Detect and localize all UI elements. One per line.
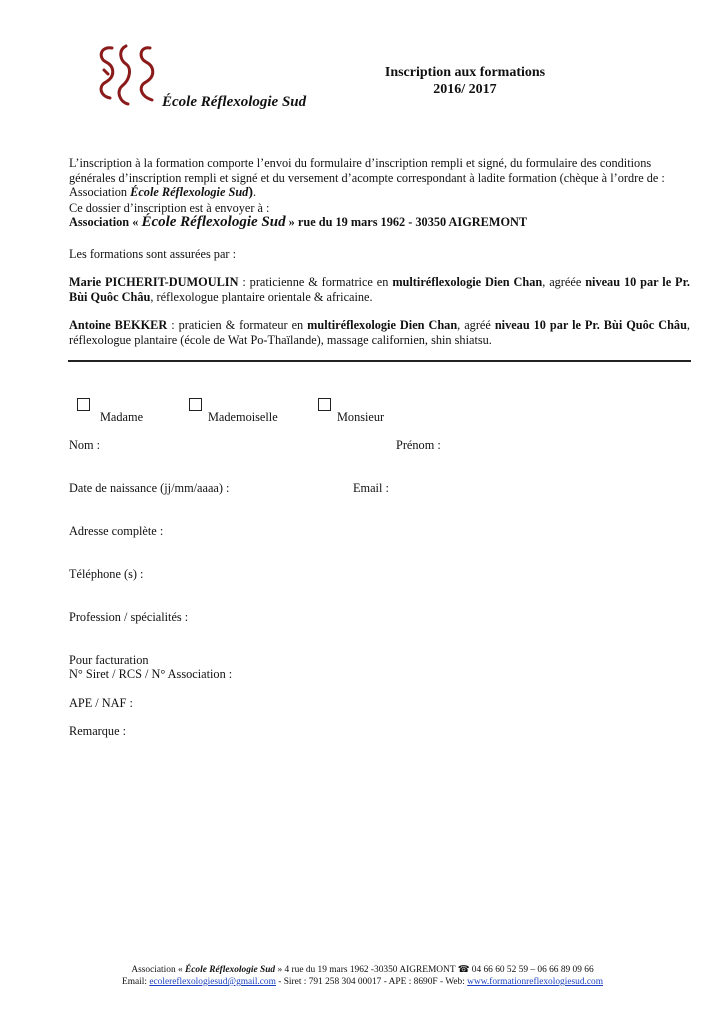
marie-text-2: , agréée: [542, 275, 586, 289]
footer-email-link[interactable]: ecolereflexologiesud@gmail.com: [149, 977, 276, 987]
footer-assoc: Association «: [131, 965, 186, 975]
trainers-intro: Les formations sont assurées par :: [69, 247, 236, 261]
antoine-name: Antoine BEKKER: [69, 318, 168, 332]
antoine-method: multiréflexologie Dien Chan: [307, 318, 458, 332]
title-line-1: Inscription aux formations: [384, 65, 546, 80]
assoc-address: » rue du 19 mars 1962 - 30350 AIGREMONT: [288, 215, 528, 229]
title-line-2: 2016/ 2017: [433, 82, 497, 97]
footer-line-2: [60, 976, 665, 988]
label-facturation: Pour facturation: [69, 653, 149, 667]
trainer-marie: [69, 275, 690, 304]
school-logo: [94, 40, 164, 110]
checkbox-mademoiselle[interactable]: [189, 398, 202, 411]
label-nom: Nom :: [69, 438, 101, 452]
antoine-text-1: : praticien & formateur en: [167, 318, 308, 332]
checkbox-monsieur[interactable]: [318, 398, 331, 411]
school-name: École Réflexologie Sud: [162, 94, 307, 110]
send-line: Ce dossier d’inscription est à envoyer à :: [69, 200, 270, 215]
label-monsieur: Monsieur: [337, 410, 385, 424]
label-siret: N° Siret / RCS / N° Association :: [69, 667, 233, 681]
footer-siret-ape: - Siret : 791 258 304 00017 - APE : 8690F - Web:: [275, 977, 468, 987]
label-profession: Profession / spécialités :: [69, 610, 189, 624]
section-divider: [68, 360, 691, 362]
intro-text: L’inscription à la formation comporte l’envoi du formulaire d’inscription rempli et signé, du formulaire des conditions générales d’inscription rempli et signé et du versement d’acompte correspondant à ladite formation (chèque à l’ordre de : Association: [69, 156, 665, 199]
label-naissance: Date de naissance (jj/mm/aaaa) :: [69, 481, 230, 495]
checkbox-madame[interactable]: [77, 398, 90, 411]
label-ape: APE / NAF :: [69, 696, 133, 710]
antoine-text-2: , agréé: [457, 318, 495, 332]
marie-level: niveau 10 par le Pr. Bùi Quôc Châu: [69, 275, 690, 304]
footer-address-phone: » 4 rue du 19 mars 1962 -30350 AIGREMONT ☎ 04 66 60 52 59 – 06 66 89 09 66: [275, 965, 594, 975]
marie-text-1: : praticienne & formatrice en: [238, 275, 393, 289]
footer-line-1: [60, 964, 665, 976]
footer: [60, 964, 665, 988]
marie-text-3: , réflexologue plantaire orientale & africaine.: [150, 289, 373, 304]
intro-end: .: [252, 185, 257, 199]
marie-name: Marie PICHERIT-DUMOULIN: [69, 275, 239, 289]
label-telephone: Téléphone (s) :: [69, 567, 144, 581]
label-email: Email :: [353, 481, 389, 495]
label-adresse: Adresse complète :: [69, 524, 164, 538]
label-remarque: Remarque :: [69, 724, 127, 738]
marie-method: multiréflexologie Dien Chan: [392, 275, 543, 289]
page-title: [370, 64, 560, 98]
intro-school: École Réflexologie Sud: [130, 185, 249, 199]
footer-email-label: Email:: [122, 977, 150, 987]
assoc-prefix: Association «: [69, 215, 139, 229]
footer-school: École Réflexologie Sud: [185, 965, 276, 975]
antoine-text-3: , réflexologue plantaire (école de Wat Po-Thaïlande), massage californien, shin shiatsu.: [69, 318, 690, 347]
footer-web-link[interactable]: www.formationreflexologiesud.com: [467, 977, 603, 987]
intro-close: ): [248, 185, 253, 200]
label-mademoiselle: Mademoiselle: [208, 410, 278, 424]
assoc-name: École Réflexologie Sud: [141, 214, 286, 230]
antoine-level: niveau 10 par le Pr. Bùi Quôc Châu: [494, 318, 687, 332]
intro-paragraph: [69, 156, 690, 230]
trainer-antoine: [69, 318, 690, 347]
label-prenom: Prénom :: [396, 438, 441, 452]
label-madame: Madame: [100, 410, 144, 424]
